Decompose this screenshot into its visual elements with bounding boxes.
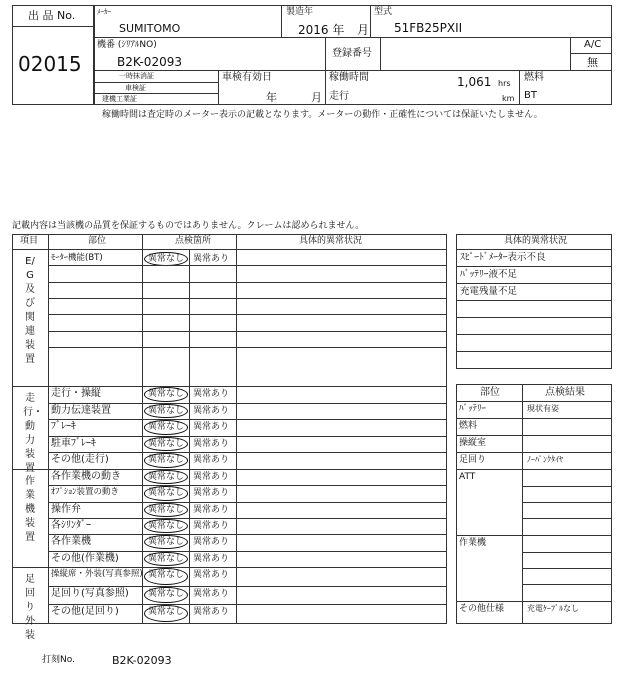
ng-option[interactable]: 異常あり bbox=[193, 553, 230, 564]
ng-option[interactable]: 異常あり bbox=[193, 537, 230, 548]
result-part: その他仕様 bbox=[459, 604, 505, 614]
ng-option[interactable]: 異常あり bbox=[193, 422, 230, 432]
header-check: 点検箇所 bbox=[175, 236, 212, 246]
hours-unit: hrs bbox=[498, 79, 511, 88]
stamp-no-value: B2K-02093 bbox=[112, 654, 172, 667]
part-label: 駐車ﾌﾞﾚｰｷ bbox=[51, 437, 96, 449]
ac-label: A/C bbox=[584, 39, 602, 50]
ok-option[interactable]: 異常なし bbox=[148, 422, 185, 432]
ok-option[interactable]: 異常なし bbox=[148, 389, 185, 399]
ng-option[interactable]: 異常あり bbox=[193, 520, 230, 531]
hours-note: 稼働時間は査定時のメーター表示の記載となります。メーターの動作・正確性については保証いたしません。 bbox=[102, 110, 543, 120]
result-part: ﾊﾞｯﾃﾘｰ bbox=[459, 404, 487, 414]
issue-item: 充電残量不足 bbox=[460, 286, 518, 297]
ac-value: 無 bbox=[587, 56, 598, 69]
result-value: 充電ｹｰﾌﾞﾙなし bbox=[527, 604, 579, 613]
ng-option[interactable]: 異常あり bbox=[193, 588, 230, 599]
result-part: ATT bbox=[459, 472, 476, 482]
right-result-header-part: 部位 bbox=[480, 387, 500, 398]
registration-label: 登録番号 bbox=[332, 48, 372, 59]
model-value: 51FB25PXII bbox=[394, 21, 463, 35]
result-part: 作業機 bbox=[459, 538, 487, 548]
model-label: 型式 bbox=[374, 7, 393, 17]
result-part: 燃料 bbox=[459, 421, 478, 431]
ok-option[interactable]: 異常なし bbox=[148, 553, 185, 564]
disclaimer: 記載内容は当該機の品質を保証するものではありません。クレームは認められません。 bbox=[12, 221, 365, 231]
result-part: 操縦室 bbox=[459, 438, 487, 448]
part-label: その他(足回り) bbox=[51, 606, 119, 618]
inspection-label: 車検有効日 bbox=[222, 72, 272, 83]
header-detail: 具体的異常状況 bbox=[299, 236, 363, 246]
inspection-month-unit: 月 bbox=[311, 91, 322, 104]
ok-option[interactable]: 異常なし bbox=[148, 405, 185, 416]
header-part: 部位 bbox=[88, 236, 107, 246]
inspection-year-unit: 年 bbox=[266, 91, 277, 104]
ok-option[interactable]: 異常なし bbox=[148, 254, 185, 264]
group-label: 作業機装置 bbox=[25, 476, 35, 543]
inspection-table-frame bbox=[12, 234, 447, 641]
ng-option[interactable]: 異常あり bbox=[193, 389, 230, 399]
serial-label: 機番 (ｼﾘｱﾙNO) bbox=[97, 40, 157, 50]
issue-item: ｽﾋﾟｰﾄﾞﾒｰﾀｰ表示不良 bbox=[460, 252, 546, 263]
ng-option[interactable]: 異常あり bbox=[193, 607, 230, 618]
right-issue-header: 具体的異常状況 bbox=[504, 236, 568, 246]
result-part: 足回り bbox=[459, 455, 487, 465]
shutsuhin-number: 02015 bbox=[18, 52, 82, 76]
part-label: 操作弁 bbox=[51, 503, 81, 515]
group-label: E/G及び関連装置 bbox=[25, 256, 35, 365]
part-label: その他(走行) bbox=[51, 454, 109, 465]
issue-item: ﾊﾞｯﾃﾘｰ液不足 bbox=[460, 269, 518, 280]
ok-option[interactable]: 異常なし bbox=[148, 588, 185, 599]
maker-label: ﾒｰｶｰ bbox=[97, 8, 111, 16]
fuel-label: 燃料 bbox=[524, 72, 544, 83]
group-label: 走行・動力装置 bbox=[23, 393, 43, 474]
part-label: 各作業機の動き bbox=[51, 471, 121, 482]
part-label: 操縦席・外装(写真参照) bbox=[51, 569, 143, 579]
part-label: 足回り(写真参照) bbox=[51, 587, 129, 599]
header-item: 項目 bbox=[20, 236, 39, 246]
stamp-no-label: 打刻No. bbox=[42, 655, 75, 665]
ok-option[interactable]: 異常なし bbox=[148, 537, 185, 548]
serial-value: B2K-02093 bbox=[117, 55, 182, 69]
result-value: 現状有姿 bbox=[527, 404, 559, 413]
ng-option[interactable]: 異常あり bbox=[193, 405, 230, 416]
ng-option[interactable]: 異常あり bbox=[193, 488, 230, 499]
ng-option[interactable]: 異常あり bbox=[193, 254, 230, 264]
km-label: 走行 bbox=[329, 91, 349, 102]
part-label: ﾓｰﾀｰ機能(BT) bbox=[51, 253, 103, 263]
part-label: 各ｼﾘﾝﾀﾞｰ bbox=[51, 519, 91, 531]
ng-option[interactable]: 異常あり bbox=[193, 570, 230, 580]
temp-cert-label: 一時抹消証 bbox=[119, 72, 154, 80]
right-result-table-frame bbox=[456, 384, 612, 624]
vehicle-cert-label: 車検証 bbox=[125, 84, 146, 92]
ok-option[interactable]: 異常なし bbox=[148, 607, 185, 618]
year-value: 2016 年 bbox=[298, 23, 345, 37]
ng-option[interactable]: 異常あり bbox=[193, 438, 230, 449]
part-label: 走行・操縦 bbox=[51, 388, 101, 399]
ng-option[interactable]: 異常あり bbox=[193, 472, 230, 482]
ok-option[interactable]: 異常なし bbox=[148, 520, 185, 531]
ok-option[interactable]: 異常なし bbox=[148, 455, 185, 465]
fuel-value: BT bbox=[524, 90, 537, 101]
maker-value: SUMITOMO bbox=[119, 22, 181, 35]
part-label: その他(作業機) bbox=[51, 552, 119, 564]
ok-option[interactable]: 異常なし bbox=[148, 488, 185, 499]
part-label: ﾌﾞﾚｰｷ bbox=[51, 421, 76, 432]
km-unit: km bbox=[502, 94, 515, 103]
ng-option[interactable]: 異常あり bbox=[193, 455, 230, 465]
industry-cert-label: 建機工業証 bbox=[102, 95, 137, 103]
result-value: ﾉｰﾊﾟﾝｸﾀｲﾔ bbox=[527, 455, 563, 464]
ng-option[interactable]: 異常あり bbox=[193, 504, 230, 515]
ok-option[interactable]: 異常なし bbox=[148, 472, 185, 482]
ok-option[interactable]: 異常なし bbox=[148, 504, 185, 515]
right-result-header-result: 点検結果 bbox=[545, 387, 585, 398]
year-label: 製造年 bbox=[286, 7, 314, 17]
ok-option[interactable]: 異常なし bbox=[148, 438, 185, 449]
part-label: 各作業機 bbox=[51, 536, 91, 548]
group-label: 足回り外装 bbox=[25, 574, 35, 641]
year-month-unit: 月 bbox=[357, 23, 370, 37]
shutsuhin-label: 出 品 No. bbox=[28, 9, 76, 22]
ok-option[interactable]: 異常なし bbox=[148, 570, 185, 580]
hours-label: 稼働時間 bbox=[329, 72, 369, 83]
part-label: 動力伝達装置 bbox=[51, 404, 111, 416]
part-label: ｵﾌﾟｼｮﾝ装置の動き bbox=[51, 487, 120, 498]
hours-value: 1,061 bbox=[457, 75, 492, 89]
